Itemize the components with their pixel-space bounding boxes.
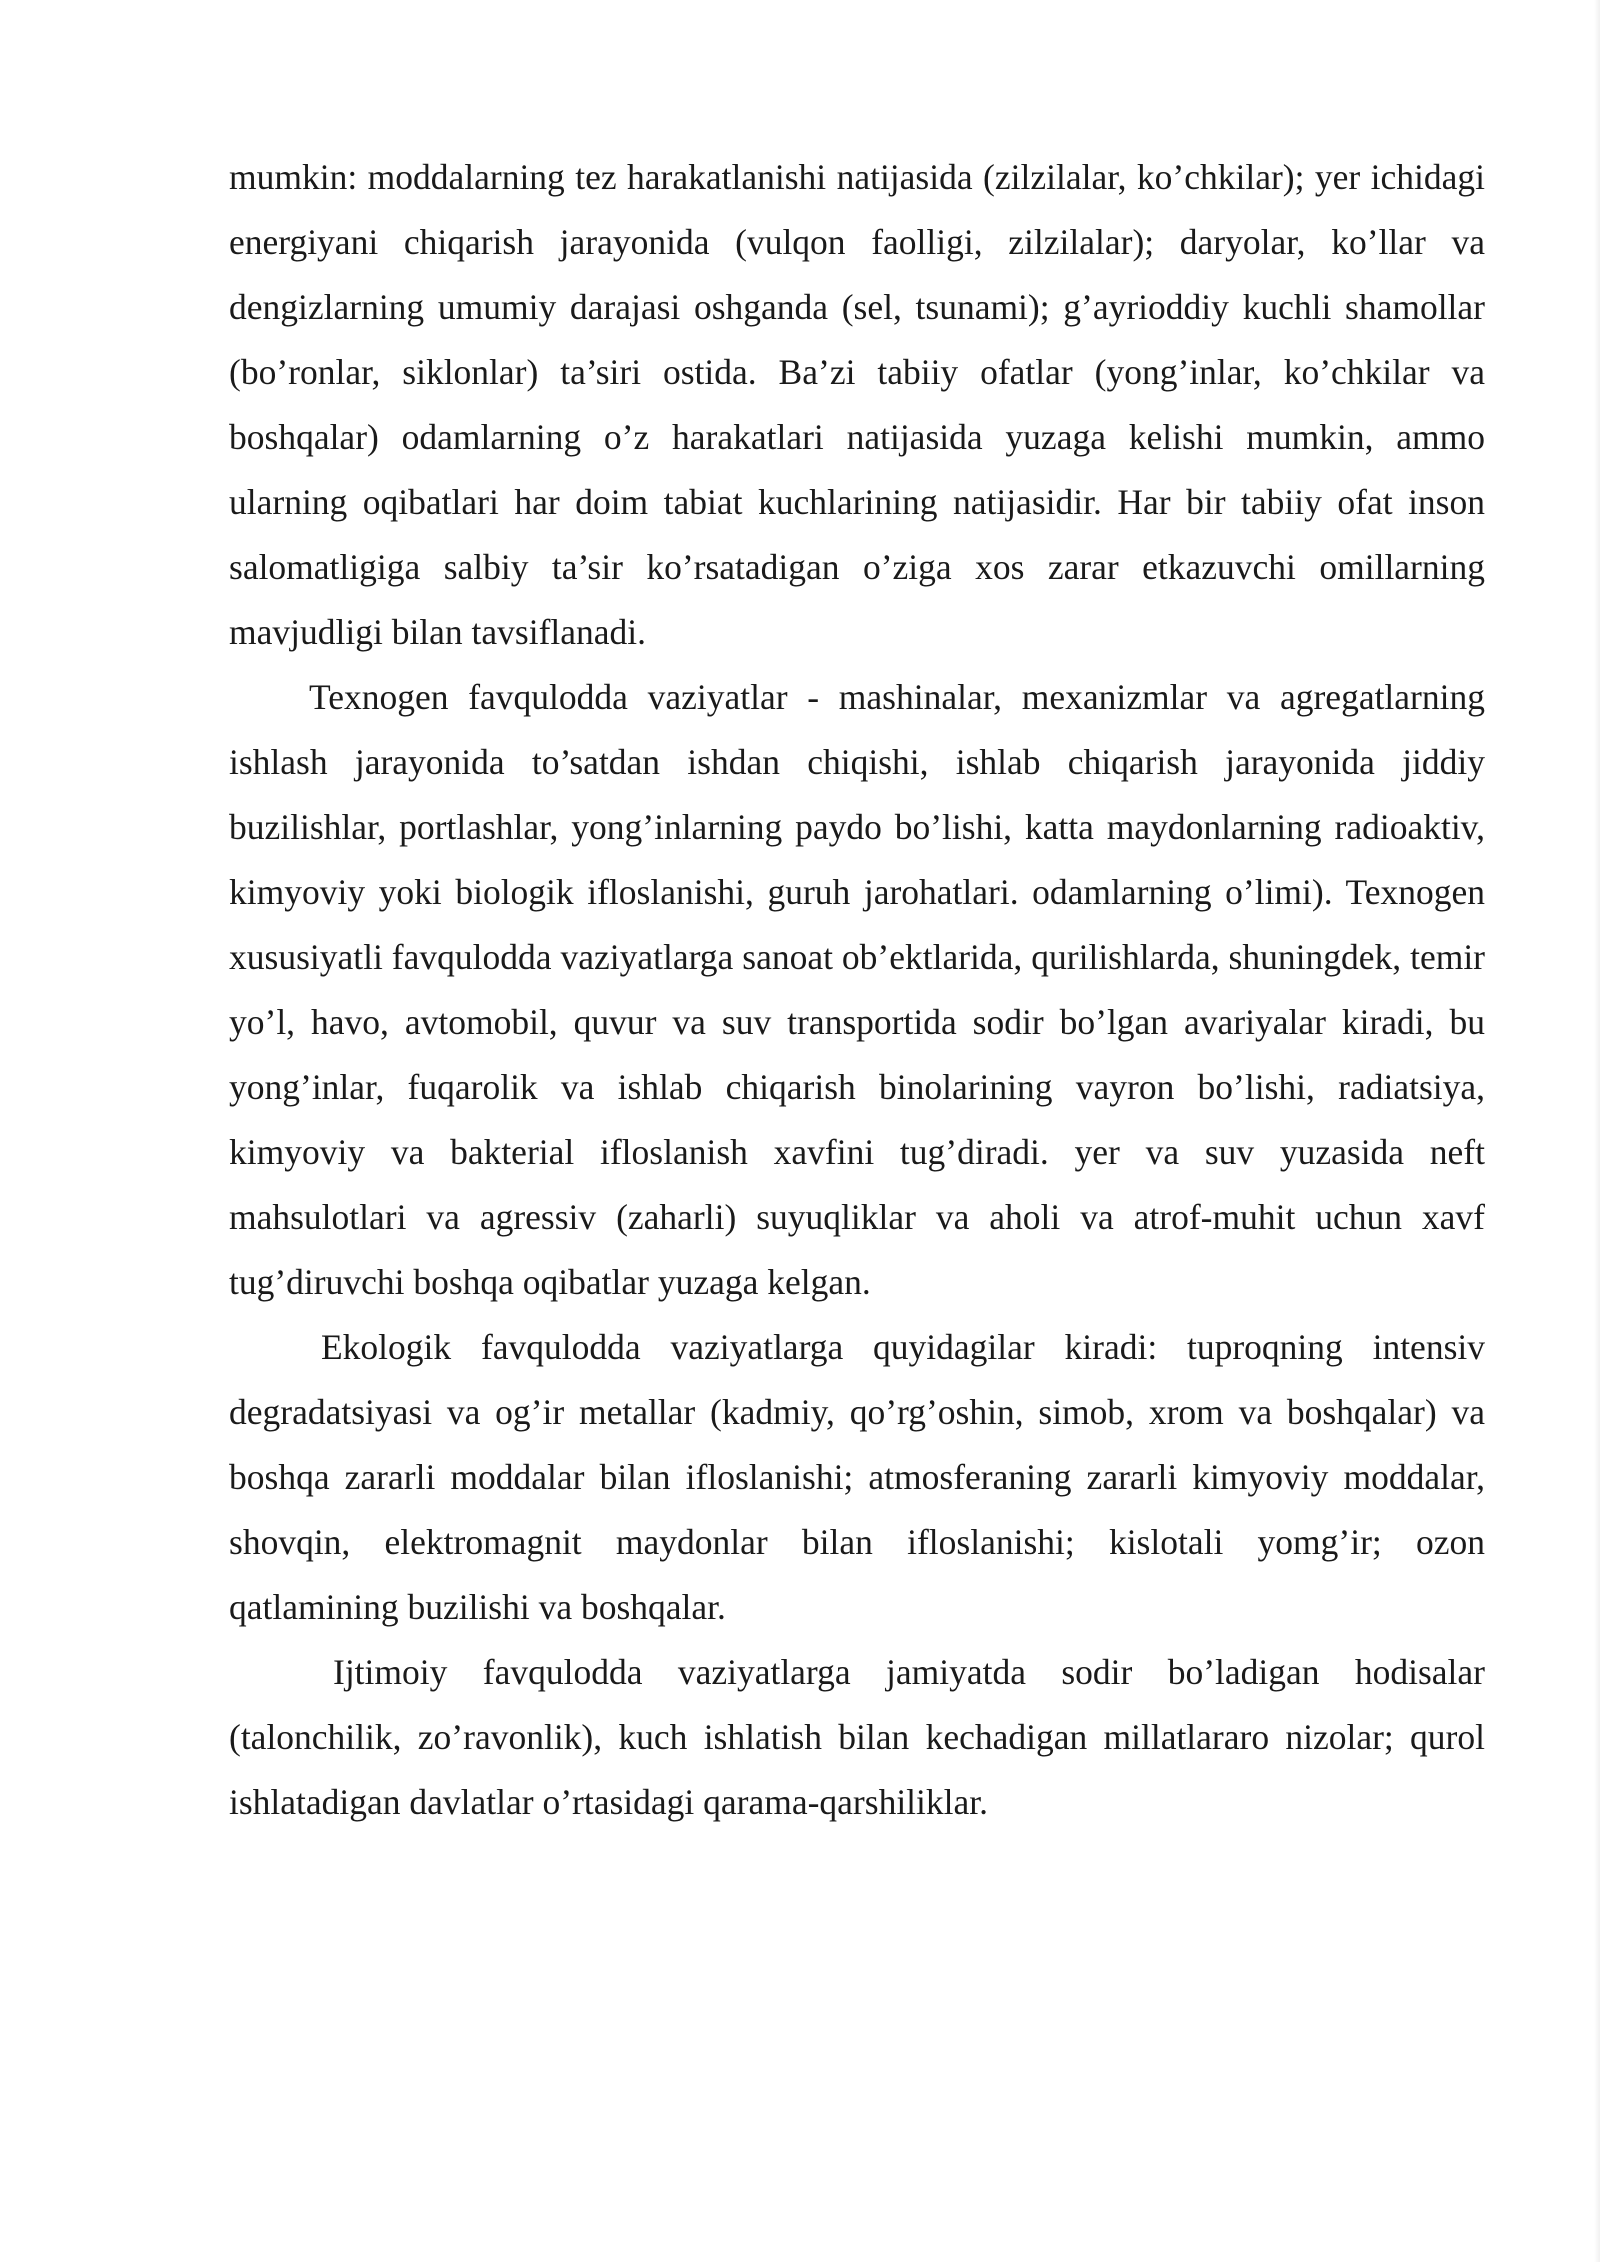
paragraph-technogenic-emergencies: Texnogen favqulodda vaziyatlar - mashinalar, mexanizmlar va agregatlarning ishlash jarayonida to’satdan ishdan chiqishi, ishlab chiqarish jarayonida jiddiy buzilishlar, portlashlar, yong’inlarning paydo bo’lishi, katta maydonlarning radioaktiv, kimyoviy yoki biologik ifloslanishi, guruh jarohatlari. odamlarning o’limi). Texnogen xususiyatli favqulodda vaziyatlarga sanoat ob’ektlarida, qurilishlarda, shuningdek, temir yo’l, havo, avtomobil, quvur va suv transportida sodir bo’lgan avariyalar kiradi, bu yong’inlar, fuqarolik va ishlab chiqarish binolarining vayron bo’lishi, radiatsiya, kimyoviy va bakterial ifloslanish xavfini tug’diradi. yer va suv yuzasida neft mahsulotlari va agressiv (zaharli) suyuqliklar va aholi va atrof-muhit uchun xavf tug’diruvchi boshqa oqibatlar yuzaga kelgan. <box>229 677 1485 1302</box>
paragraph-natural-disasters: mumkin: moddalarning tez harakatlanishi natijasida (zilzilalar, ko’chkilar); yer ichidagi energiyani chiqarish jarayonida (vulqon faolligi, zilzilalar); daryolar, ko’llar va dengizlarning umumiy darajasi oshganda (sel, tsunami); g’ayrioddiy kuchli shamollar (bo’ronlar, siklonlar) ta’siri ostida. Ba’zi tabiiy ofatlar (yong’inlar, ko’chkilar va boshqalar) odamlarning o’z harakatlari natijasida yuzaga kelishi mumkin, ammo ularning oqibatlari har doim tabiat kuchlarining natijasidir. Har bir tabiiy ofat inson salomatligiga salbiy ta’sir ko’rsatadigan o’ziga xos zarar etkazuvchi omillarning mavjudligi bilan tavsiflanadi. <box>229 157 1485 652</box>
paragraph-social-emergencies: Ijtimoiy favqulodda vaziyatlarga jamiyatda sodir bo’ladigan hodisalar (talonchilik, zo’ravonlik), kuch ishlatish bilan kechadigan millatlararo nizolar; qurol ishlatadigan davlatlar o’rtasidagi qarama-qarshiliklar. <box>229 1652 1485 1822</box>
page-edge-shadow <box>1594 0 1600 2262</box>
paragraph-ecological-emergencies: Ekologik favqulodda vaziyatlarga quyidagilar kiradi: tuproqning intensiv degradatsiyasi va og’ir metallar (kadmiy, qo’rg’oshin, simob, xrom va boshqalar) va boshqa zararli moddalar bilan ifloslanishi; atmosferaning zararli kimyoviy moddalar, shovqin, elektromagnit maydonlar bilan ifloslanishi; kislotali yomg’ir; ozon qatlamining buzilishi va boshqalar. <box>229 1327 1485 1627</box>
document-body <box>229 145 1485 1835</box>
